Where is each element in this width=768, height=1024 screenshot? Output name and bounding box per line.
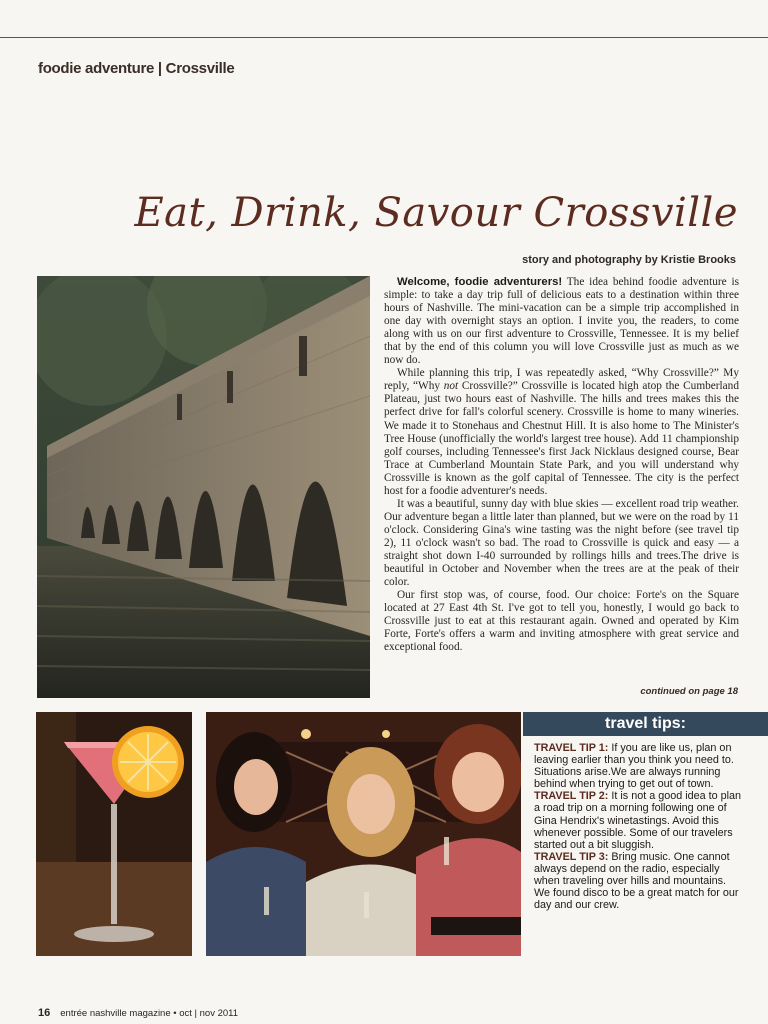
travel-tip-2-label: TRAVEL TIP 2: — [534, 790, 609, 803]
paragraph-2-text-a: While planning this trip, I was repeatedly asked, “Why Crossville?” My reply, “Why — [384, 367, 739, 393]
article-body — [384, 276, 739, 654]
paragraph-2-text-b: Crossville?” Crossville is located high atop the Cumberland Plateau, just two hours east of Nashville. The hills and trees makes this the perfect drive for fall's colorful scenery. Crossville is home to many wineries. We made it to Stonehaus and Chestnut Hill. It is also home to The Minister's Tree House (unofficially the world's largest tree house). Add 11 championship golf courses, including Tennessee's first Jack Nicklaus designed course, Bear Trace at Cumberland Mountain State Park, and you will understand why Crossville is known as the golf capital of Tennessee. The city is the perfect host for a foodie adventurer's needs. — [384, 380, 739, 497]
travel-tip-3-text: Bring music. One cannot always depend on the radio, especially when traveling over hills and mountains. We found disco to be a great match for our day and our crew. — [534, 850, 739, 912]
paragraph-2 — [384, 367, 739, 497]
friends-photo — [206, 712, 521, 956]
paragraph-1 — [384, 276, 739, 367]
paragraph-3: It was a beautiful, sunny day with blue skies — excellent road trip weather. Our adventure began a little later than planned, but we were on the road by 11 o'clock. Considering Gina's wine tasting was the night before (see travel tip 2), 11 o'clock wasn't so bad. The road to Crossville is quick and easy — a straight shot down I-40 surrounded by rollings hills and trees.The drive is beautiful in October and November when the trees are at the peak of their color. — [384, 497, 739, 589]
stone-bridge-photo — [37, 276, 370, 698]
travel-tip-1-label: TRAVEL TIP 1: — [534, 742, 609, 754]
travel-tips-list — [534, 742, 742, 911]
article-title: Eat, Drink, Savour Crossville — [134, 190, 738, 236]
welcome-lead: Welcome, foodie adventurers! — [397, 276, 563, 288]
travel-tip-2 — [534, 790, 742, 850]
top-rule — [0, 37, 768, 38]
travel-tip-2-text: It is not a good idea to plan a road trip on a morning following one of Gina Hendrix's winetastings. Avoid this whenever possible. Some of our travelers started out a bit sluggish. — [534, 790, 742, 851]
paragraph-4: Our first stop was, of course, food. Our choice: Forte's on the Square located at 27 East 4th St. I've got to tell you, honestly, I would go back to Crossville just to eat at this restaurant again. Owned and operated by Kim Forte, Forte's offers a warm and inviting atmosphere with great service and exceptional food. — [384, 589, 739, 654]
byline: story and photography by Kristie Brooks — [522, 254, 736, 266]
travel-tip-1 — [534, 742, 742, 790]
section-label: foodie adventure | Crossville — [38, 60, 235, 77]
travel-tip-1-text: If you are like us, plan on leaving earlier than you think you need to. Situations arise.We are always running behind when trying to get out of town. — [534, 742, 734, 791]
page-footer — [38, 1007, 238, 1019]
page-number: 16 — [38, 1007, 51, 1019]
travel-tips-heading: travel tips: — [523, 712, 768, 736]
travel-tip-3-label: TRAVEL TIP 3: — [534, 850, 609, 863]
cocktail-photo — [36, 712, 192, 956]
continued-note: continued on page 18 — [640, 686, 738, 697]
paragraph-2-emphasis: not — [443, 380, 459, 393]
magazine-issue: entrée nashville magazine • oct | nov 2011 — [60, 1008, 239, 1019]
paragraph-1-text: The idea behind foodie adventure is simple: to take a day trip full of delicious eats to a destination within three hours of Nashville. The mini-vacation can be a simple trip accomplished in one day with overnight stays an option. I invite you, the readers, to come along with us on our first adventure to Crossville, Tennessee. It is my belief that by the end of this column you will love Crossville just as much as we now do. — [384, 276, 739, 367]
travel-tip-3 — [534, 851, 742, 911]
